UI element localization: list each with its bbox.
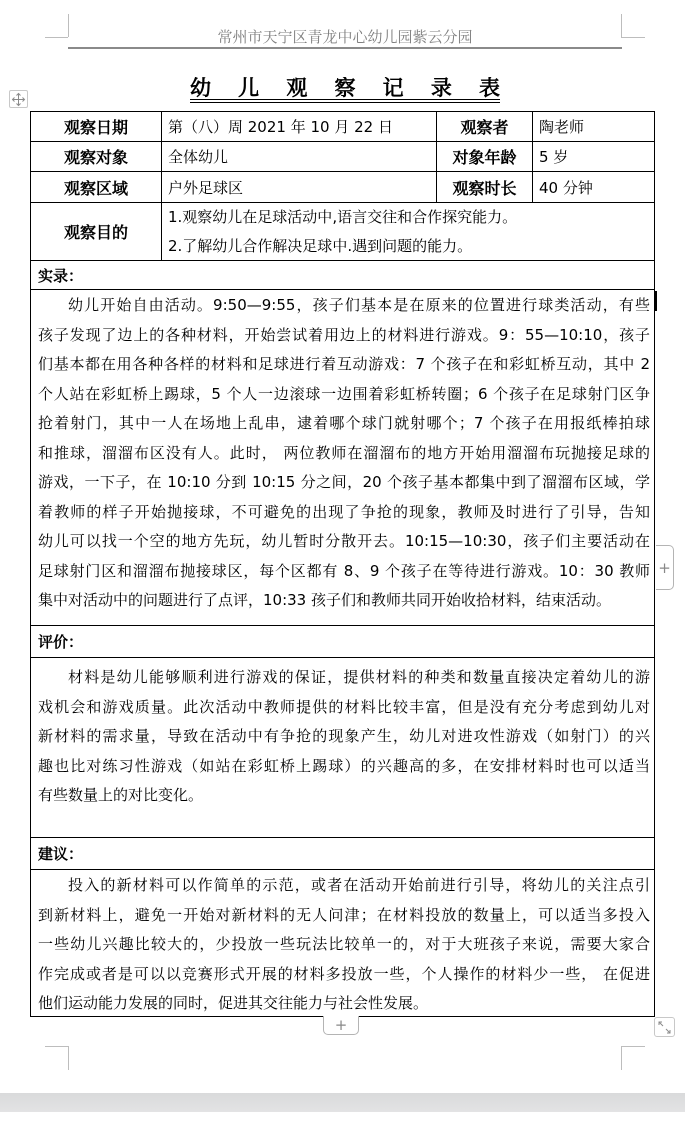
purpose-item: 2.了解幼儿合作解决足球中.遇到问题的能力。 <box>168 236 473 255</box>
evaluation-line: 新材料的需求量，导致在活动中有争抢的现象产生，幼儿对进攻性游戏（如射门）的兴 <box>38 727 650 745</box>
table-move-handle[interactable] <box>9 90 28 108</box>
record-line: 抢着射门，其中一人在场地上乱串，逮着哪个球门就射哪个；7 个孩子在用报纸棒拍球 <box>38 414 650 432</box>
value-subject-age[interactable]: 5 岁 <box>532 141 655 172</box>
label-observer: 观察者 <box>436 111 533 142</box>
section-heading-evaluation: 评价： <box>30 625 655 658</box>
table-resize-handle[interactable] <box>654 1017 675 1037</box>
label-observation-area: 观察区域 <box>30 171 162 203</box>
record-line: 和推球，溜溜布区没有人。此时， 两位教师在溜溜布的地方开始用溜溜布玩抛接足球的 <box>38 443 650 462</box>
page-corner-top-right-h <box>621 37 645 38</box>
evaluation-line: 戏机会和游戏质量。此次活动中教师提供的材料比较丰富，但是没有充分考虑到幼儿对 <box>38 697 650 716</box>
page-gap-band <box>0 1093 685 1112</box>
suggestion-line: 一些幼儿兴趣比较大的，少投放一些玩法比较单一的，对于大班孩子来说，需要大家合 <box>38 935 650 953</box>
label-observation-date: 观察日期 <box>30 111 162 142</box>
label-observation-duration: 观察时长 <box>436 171 533 203</box>
add-row-button[interactable] <box>323 1016 359 1035</box>
page-corner-bottom-right <box>621 1046 622 1070</box>
page-header-divider <box>68 47 622 49</box>
section-body-evaluation[interactable] <box>30 657 655 838</box>
label-subject-age: 对象年龄 <box>436 141 533 172</box>
section-body-suggestion[interactable] <box>30 869 655 1017</box>
page-corner-bottom-right-h <box>621 1046 645 1047</box>
record-line: 幼儿可以找一个空的地方先玩，幼儿暂时分散开去。10:15—10:30，孩子们主要活动在 <box>38 532 650 550</box>
label-observation-purpose: 观察目的 <box>30 202 162 261</box>
evaluation-line: 材料是幼儿能够顺利进行游戏的保证，提供材料的种类和数量直接决定着幼儿的游 <box>68 668 650 686</box>
document-title: 幼 儿 观 察 记 录 表 <box>190 77 500 103</box>
suggestion-line: 到新材料上，避免一开始对新材料的无人问津；在材料投放的数量上，可以适当多投入 <box>38 905 650 924</box>
record-line: 个人站在彩虹桥上踢球，5 个人一边滚球一边围着彩虹桥转圈；6 个孩子在足球射门区争 <box>38 384 650 403</box>
label-observation-subject: 观察对象 <box>30 141 162 172</box>
resize-icon <box>657 1020 672 1035</box>
page-corner-bottom-left-h <box>45 1046 68 1047</box>
value-observation-duration[interactable]: 40 分钟 <box>532 171 655 203</box>
suggestion-line: 投入的新材料可以作简单的示范，或者在活动开始前进行引导，将幼儿的关注点引 <box>68 876 650 894</box>
value-observation-date[interactable]: 第（八）周 2021 年 10 月 22 日 <box>161 111 437 142</box>
suggestion-line: 他们运动能力发展的同时，促进其交往能力与社会性发展。 <box>38 994 429 1012</box>
record-line: 游戏，一下子，在 10:10 分到 10:15 分之间，20 个孩子基本都集中到了溜溜布区域，学 <box>38 473 650 491</box>
move-handle-icon <box>11 92 26 107</box>
record-line: 足球射门区和溜溜布抛接球区，每个区都有 8、9 个孩子在等待进行游戏。10：30 教师 <box>38 561 650 580</box>
value-observer[interactable]: 陶老师 <box>532 111 655 142</box>
section-heading-record: 实录： <box>30 260 655 290</box>
record-line: 着教师的样子开始抛接球，不可避免的出现了争抢的现象，教师及时进行了引导，告知 <box>38 502 650 521</box>
suggestion-line: 作完成或者是可以以竞赛形式开展的材料多投放一些，个人操作的材料少一些， 在促进 <box>38 964 650 983</box>
plus-icon: + <box>334 1016 348 1034</box>
record-line: 幼儿开始自由活动。9:50—9:55，孩子们基本是在原来的位置进行球类活动，有些 <box>68 296 650 314</box>
value-observation-purpose[interactable] <box>161 202 655 261</box>
purpose-item: 1.观察幼儿在足球活动中,语言交往和合作探究能力。 <box>168 207 518 226</box>
record-line: 们基本都在用各种各样的材料和足球进行着互动游戏：7 个孩子在和彩虹桥互动，其中 2 <box>38 355 650 373</box>
text-cursor <box>654 291 657 311</box>
add-column-button[interactable] <box>656 545 674 590</box>
value-observation-area[interactable]: 户外足球区 <box>161 171 437 203</box>
page-corner-bottom-left <box>68 1046 69 1070</box>
plus-icon: + <box>658 558 671 577</box>
page-corner-top-left-h <box>45 37 68 38</box>
evaluation-line: 有些数量上的对比变化。 <box>38 786 204 804</box>
value-observation-subject[interactable]: 全体幼儿 <box>161 141 437 172</box>
section-heading-suggestion: 建议： <box>30 837 655 870</box>
section-body-record[interactable] <box>30 289 655 626</box>
page-header-org-name: 常州市天宁区青龙中心幼儿园紫云分园 <box>217 28 473 46</box>
evaluation-line: 趣也比对练习性游戏（如站在彩虹桥上踢球）的兴趣高的多，在安排材料时也可以适当 <box>38 756 650 775</box>
purpose-list <box>168 203 517 261</box>
record-line: 孩子发现了边上的各种材料，开始尝试着用边上的材料进行游戏。9：55—10:10，孩子 <box>38 325 650 344</box>
record-line: 集中对活动中的问题进行了点评，10:33 孩子们和教师共同开始收拾材料，结束活动。 <box>38 591 611 609</box>
